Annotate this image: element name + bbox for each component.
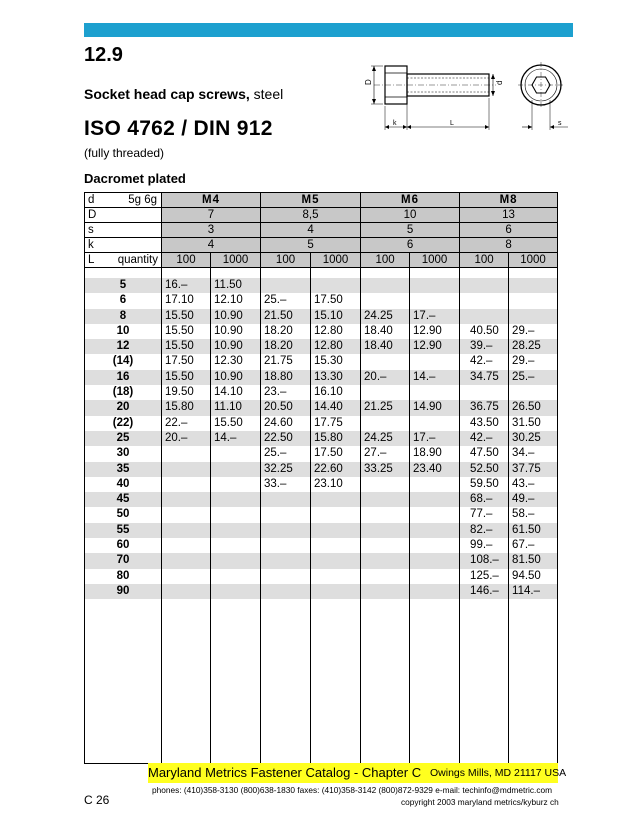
price-cell: 49.– (509, 492, 558, 507)
size-header: M6 (361, 193, 460, 208)
price-cell: 22.50 (261, 431, 311, 446)
price-cell: 15.50 (162, 309, 211, 324)
length-cell: 80 (85, 569, 162, 584)
price-cell: 31.50 (509, 416, 558, 431)
price-cell: 21.25 (361, 400, 410, 415)
length-cell: 8 (85, 309, 162, 324)
table-row (85, 462, 558, 477)
empty-cell (162, 599, 211, 764)
price-cell: 20.– (361, 370, 410, 385)
dimension-value: 6 (460, 223, 558, 238)
price-cell: 58.– (509, 507, 558, 522)
price-cell (361, 354, 410, 369)
empty-cell (311, 599, 361, 764)
price-cell: 99.– (460, 538, 509, 553)
row-label: D (85, 208, 162, 223)
table-row (85, 507, 558, 522)
price-cell: 33.– (261, 477, 311, 492)
price-cell: 22.60 (311, 462, 361, 477)
price-cell: 43.– (509, 477, 558, 492)
empty-cell (261, 599, 311, 764)
quantity-header: 100 (261, 253, 311, 268)
price-cell: 23.10 (311, 477, 361, 492)
length-cell: (18) (85, 385, 162, 400)
table-row (85, 309, 558, 324)
table-row (85, 354, 558, 369)
head-height-row (85, 238, 558, 253)
size-header: M8 (460, 193, 558, 208)
price-cell: 17.50 (162, 354, 211, 369)
dimension-value: 8,5 (261, 208, 361, 223)
d-tolerance: 5g 6g (128, 194, 157, 206)
price-cell (460, 385, 509, 400)
quantity-header: 1000 (311, 253, 361, 268)
table-row (85, 278, 558, 293)
head-diameter-row (85, 208, 558, 223)
length-cell: 25 (85, 431, 162, 446)
price-cell (211, 446, 261, 461)
price-cell (361, 477, 410, 492)
table-row (85, 584, 558, 599)
price-cell: 16.10 (311, 385, 361, 400)
length-cell: 6 (85, 293, 162, 308)
price-cell: 15.50 (211, 416, 261, 431)
price-cell: 29.– (509, 354, 558, 369)
price-cell: 10.90 (211, 309, 261, 324)
row-label: k (85, 238, 162, 253)
quantity-header: 100 (162, 253, 211, 268)
price-cell (410, 569, 460, 584)
price-cell: 13.30 (311, 370, 361, 385)
price-cell: 23.– (261, 385, 311, 400)
price-cell: 17.10 (162, 293, 211, 308)
empty-cell (509, 268, 558, 279)
empty-cell (361, 268, 410, 279)
table-row (85, 416, 558, 431)
quantity-header: 1000 (410, 253, 460, 268)
price-cell: 40.50 (460, 324, 509, 339)
price-cell (261, 278, 311, 293)
price-cell: 68.– (460, 492, 509, 507)
price-cell (311, 538, 361, 553)
size-row (85, 193, 558, 208)
price-cell: 18.40 (361, 339, 410, 354)
length-cell: (14) (85, 354, 162, 369)
price-cell: 34.75 (460, 370, 509, 385)
length-cell: 50 (85, 507, 162, 522)
length-cell: (22) (85, 416, 162, 431)
empty-cell (460, 599, 509, 764)
price-cell: 29.– (509, 324, 558, 339)
price-cell: 94.50 (509, 569, 558, 584)
price-cell: 17.50 (311, 293, 361, 308)
price-cell: 33.25 (361, 462, 410, 477)
price-cell (311, 584, 361, 599)
price-cell: 32.25 (261, 462, 311, 477)
price-rows (85, 268, 558, 764)
price-cell: 19.50 (162, 385, 211, 400)
table-row (85, 569, 558, 584)
table-row (85, 400, 558, 415)
price-cell (162, 553, 211, 568)
empty-cell (162, 268, 211, 279)
drawing-label-D: D (364, 79, 373, 85)
thread-note: (fully threaded) (84, 146, 165, 160)
empty-cell (361, 599, 410, 764)
price-cell (509, 278, 558, 293)
price-cell (311, 553, 361, 568)
price-table (84, 192, 558, 764)
length-cell: 55 (85, 523, 162, 538)
price-cell: 14.– (410, 370, 460, 385)
socket-size-row (85, 223, 558, 238)
row-label: s (85, 223, 162, 238)
catalog-location: Owings Mills, MD 21117 USA (430, 767, 567, 779)
price-cell (311, 569, 361, 584)
price-cell (410, 354, 460, 369)
table-row (85, 477, 558, 492)
length-cell: 10 (85, 324, 162, 339)
price-cell (361, 416, 410, 431)
dimension-value: 4 (261, 223, 361, 238)
quantity-header: 100 (460, 253, 509, 268)
price-cell (509, 293, 558, 308)
price-cell (410, 507, 460, 522)
price-cell: 14.40 (311, 400, 361, 415)
price-cell (410, 416, 460, 431)
price-cell: 25.– (261, 446, 311, 461)
contact-info: phones: (410)358-3130 (800)638-1830 faxes: (410)358-3142 (800)872-9329 e-mail: techinfo@mdmetric.com (152, 785, 552, 795)
price-cell (261, 507, 311, 522)
price-cell (261, 584, 311, 599)
length-cell: 30 (85, 446, 162, 461)
price-cell (361, 553, 410, 568)
drawing-label-s: s (558, 120, 562, 127)
quantity-header: 1000 (211, 253, 261, 268)
price-cell (410, 293, 460, 308)
price-cell: 11.50 (211, 278, 261, 293)
price-cell: 42.– (460, 354, 509, 369)
price-cell: 36.75 (460, 400, 509, 415)
price-cell: 12.80 (311, 324, 361, 339)
quantity-row (85, 253, 558, 268)
quantity-label: quantity (117, 254, 158, 266)
empty-cell (410, 599, 460, 764)
empty-cell (85, 268, 162, 279)
price-cell (162, 462, 211, 477)
price-cell (361, 538, 410, 553)
empty-cell (211, 599, 261, 764)
dimension-value: 5 (361, 223, 460, 238)
page-number: C 26 (84, 793, 110, 807)
table-row (85, 492, 558, 507)
table-row (85, 431, 558, 446)
price-cell: 114.– (509, 584, 558, 599)
price-cell (311, 492, 361, 507)
spacer-row (85, 268, 558, 279)
price-cell: 22.– (162, 416, 211, 431)
finish-label: Dacromet plated (84, 171, 186, 186)
price-cell: 14.10 (211, 385, 261, 400)
price-cell: 28.25 (509, 339, 558, 354)
price-cell: 24.60 (261, 416, 311, 431)
dimension-value: 3 (162, 223, 261, 238)
price-cell (261, 553, 311, 568)
table-row (85, 553, 558, 568)
price-cell (162, 569, 211, 584)
price-cell: 15.30 (311, 354, 361, 369)
empty-cell (261, 268, 311, 279)
price-cell (211, 523, 261, 538)
price-cell: 15.50 (162, 324, 211, 339)
dimension-value: 7 (162, 208, 261, 223)
price-cell: 18.20 (261, 339, 311, 354)
spacer-row (85, 599, 558, 764)
price-cell: 17.– (410, 309, 460, 324)
empty-cell (460, 268, 509, 279)
price-cell: 18.80 (261, 370, 311, 385)
price-cell: 81.50 (509, 553, 558, 568)
price-cell: 125.– (460, 569, 509, 584)
strength-grade: 12.9 (84, 44, 123, 66)
quantity-label-cell (85, 253, 162, 268)
price-cell: 25.– (509, 370, 558, 385)
price-cell (460, 309, 509, 324)
quantity-header: 1000 (509, 253, 558, 268)
catalog-title: Maryland Metrics Fastener Catalog - Chapter C (148, 765, 422, 780)
price-cell: 15.50 (162, 339, 211, 354)
length-cell: 20 (85, 400, 162, 415)
price-cell: 18.40 (361, 324, 410, 339)
price-cell (410, 477, 460, 492)
price-cell (410, 538, 460, 553)
price-cell: 10.90 (211, 339, 261, 354)
price-cell (361, 293, 410, 308)
length-cell: 70 (85, 553, 162, 568)
price-cell: 15.10 (311, 309, 361, 324)
quantity-header: 100 (361, 253, 410, 268)
dimension-value: 13 (460, 208, 558, 223)
price-cell (311, 523, 361, 538)
price-cell: 43.50 (460, 416, 509, 431)
price-cell (211, 584, 261, 599)
price-cell (261, 492, 311, 507)
price-cell (211, 538, 261, 553)
d-label-cell (85, 193, 162, 208)
price-cell: 146.– (460, 584, 509, 599)
price-cell (410, 523, 460, 538)
price-cell (211, 462, 261, 477)
empty-cell (85, 599, 162, 764)
dimension-value: 10 (361, 208, 460, 223)
price-cell: 52.50 (460, 462, 509, 477)
price-cell: 21.75 (261, 354, 311, 369)
price-cell (410, 278, 460, 293)
price-cell (162, 507, 211, 522)
price-cell (311, 278, 361, 293)
price-cell: 108.– (460, 553, 509, 568)
price-cell: 17.50 (311, 446, 361, 461)
price-cell: 42.– (460, 431, 509, 446)
price-cell: 12.90 (410, 324, 460, 339)
price-cell: 47.50 (460, 446, 509, 461)
length-cell: 45 (85, 492, 162, 507)
dimension-value: 5 (261, 238, 361, 253)
table-row (85, 324, 558, 339)
price-cell: 12.10 (211, 293, 261, 308)
length-cell: 12 (85, 339, 162, 354)
price-cell: 20.50 (261, 400, 311, 415)
price-cell: 24.25 (361, 309, 410, 324)
price-cell (361, 385, 410, 400)
price-cell (162, 492, 211, 507)
price-cell: 39.– (460, 339, 509, 354)
price-cell: 25.– (261, 293, 311, 308)
drawing-label-L: L (450, 120, 454, 127)
empty-cell (509, 599, 558, 764)
price-cell (361, 584, 410, 599)
price-cell (361, 569, 410, 584)
price-cell: 11.10 (211, 400, 261, 415)
price-cell: 24.25 (361, 431, 410, 446)
empty-cell (410, 268, 460, 279)
length-cell: 40 (85, 477, 162, 492)
table-row (85, 293, 558, 308)
price-cell: 23.40 (410, 462, 460, 477)
price-cell (361, 278, 410, 293)
price-cell (410, 553, 460, 568)
price-cell: 12.80 (311, 339, 361, 354)
length-label: L (88, 254, 95, 266)
price-cell: 10.90 (211, 324, 261, 339)
price-cell: 16.– (162, 278, 211, 293)
product-name: Socket head cap screws, (84, 86, 250, 102)
length-cell: 35 (85, 462, 162, 477)
price-cell: 77.– (460, 507, 509, 522)
price-cell (261, 569, 311, 584)
price-cell: 10.90 (211, 370, 261, 385)
price-cell (361, 507, 410, 522)
price-cell (460, 293, 509, 308)
table-row (85, 339, 558, 354)
length-cell: 16 (85, 370, 162, 385)
product-material: steel (253, 86, 284, 102)
table-row (85, 538, 558, 553)
d-label: d (88, 194, 95, 206)
price-cell (162, 477, 211, 492)
price-cell: 61.50 (509, 523, 558, 538)
table-row (85, 446, 558, 461)
drawing-label-k: k (393, 120, 397, 127)
price-cell (311, 507, 361, 522)
price-cell: 15.50 (162, 370, 211, 385)
price-cell: 18.90 (410, 446, 460, 461)
price-cell: 15.80 (311, 431, 361, 446)
price-cell: 59.50 (460, 477, 509, 492)
price-cell (410, 492, 460, 507)
price-cell (509, 385, 558, 400)
price-cell (211, 553, 261, 568)
price-cell: 17.– (410, 431, 460, 446)
price-cell (410, 385, 460, 400)
table-row (85, 385, 558, 400)
price-cell (261, 538, 311, 553)
price-cell: 12.90 (410, 339, 460, 354)
dimension-value: 8 (460, 238, 558, 253)
price-cell: 21.50 (261, 309, 311, 324)
price-cell (211, 492, 261, 507)
price-cell: 37.75 (509, 462, 558, 477)
price-cell (162, 538, 211, 553)
dimension-value: 6 (361, 238, 460, 253)
price-cell (361, 492, 410, 507)
copyright: copyright 2003 maryland metrics/kyburz ch (401, 797, 559, 807)
price-cell: 20.– (162, 431, 211, 446)
price-cell (211, 477, 261, 492)
price-cell: 34.– (509, 446, 558, 461)
product-title (84, 86, 283, 102)
length-cell: 90 (85, 584, 162, 599)
price-cell: 82.– (460, 523, 509, 538)
price-cell: 67.– (509, 538, 558, 553)
dimension-value: 4 (162, 238, 261, 253)
price-cell: 17.75 (311, 416, 361, 431)
size-header: M5 (261, 193, 361, 208)
drawing-label-d: d (495, 80, 504, 85)
price-cell (410, 584, 460, 599)
length-cell: 5 (85, 278, 162, 293)
price-cell: 30.25 (509, 431, 558, 446)
price-cell (211, 507, 261, 522)
empty-cell (311, 268, 361, 279)
price-cell (509, 309, 558, 324)
price-cell: 18.20 (261, 324, 311, 339)
table-row (85, 523, 558, 538)
price-cell: 14.– (211, 431, 261, 446)
screw-drawing (356, 54, 576, 134)
price-cell (162, 584, 211, 599)
price-cell (162, 523, 211, 538)
price-cell (211, 569, 261, 584)
price-cell (460, 278, 509, 293)
table-row (85, 370, 558, 385)
price-cell (261, 523, 311, 538)
length-cell: 60 (85, 538, 162, 553)
empty-cell (211, 268, 261, 279)
size-header: M4 (162, 193, 261, 208)
price-cell: 27.– (361, 446, 410, 461)
price-cell: 12.30 (211, 354, 261, 369)
top-accent-bar (84, 23, 573, 37)
price-cell (361, 523, 410, 538)
standard-title: ISO 4762 / DIN 912 (84, 117, 273, 140)
price-cell: 26.50 (509, 400, 558, 415)
price-cell (162, 446, 211, 461)
price-cell: 15.80 (162, 400, 211, 415)
price-cell: 14.90 (410, 400, 460, 415)
